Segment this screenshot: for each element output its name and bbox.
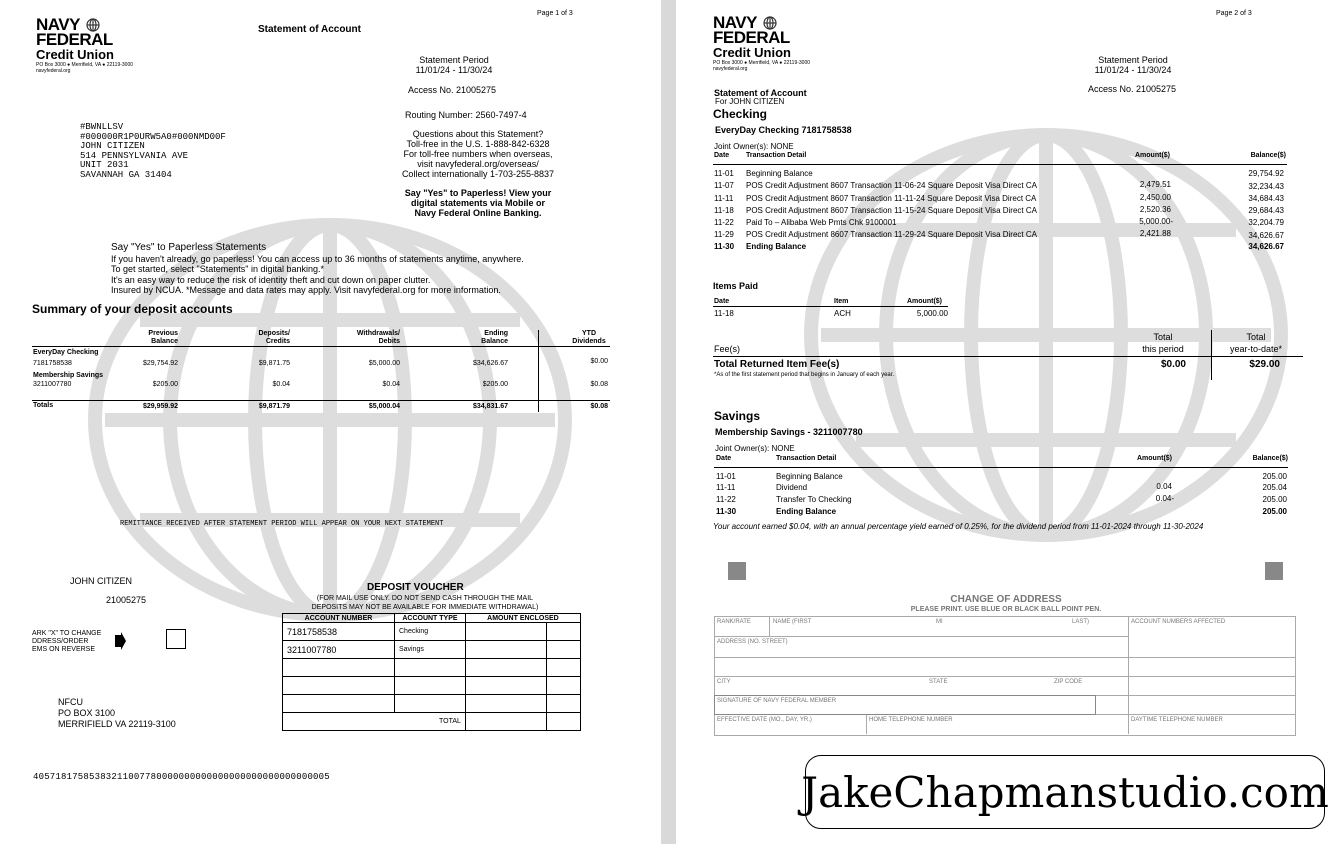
notice-line: It's an easy way to reduce the risk of identity theft and cut down on paper clutter. [111,274,431,285]
txn-amount: 2,479.51 [1139,180,1171,189]
txn-detail: POS Credit Adjustment 8607 Transaction 11-15-24 Square Deposit Visa Direct CA [746,206,1037,215]
coa-label-effective-date: EFFECTIVE DATE (MO., DAY, YR.) [717,717,812,723]
voucher-sub-line: DEPOSITS MAY NOT BE AVAILABLE FOR IMMEDIATE WITHDRAWAL) [311,604,539,611]
mail-line: SAVANNAH GA 31404 [80,169,172,180]
savings-header-balance: Balance($) [1252,455,1288,462]
voucher-row [283,641,581,659]
voucher-blank[interactable] [547,677,581,695]
coa-rule [714,636,1129,637]
period-value: 11/01/24 - 11/30/24 [1094,65,1172,75]
voucher-type: Checking [395,623,466,641]
txn-detail: POS Credit Adjustment 8607 Transaction 11-11-24 Square Deposit Visa Direct CA [746,194,1037,203]
voucher-total-cents[interactable] [547,713,581,731]
summary-title: Summary of your deposit accounts [32,302,233,316]
txn-amount: 5,000.00- [1139,217,1173,226]
voucher-blank[interactable] [395,695,466,713]
notice-line: Insured by NCUA. *Message and data rates may apply. Visit navyfederal.org for more information. [111,285,501,295]
txn-balance: 205.00 [1262,495,1287,504]
header-withdrawals: Withdrawals/ Debits [356,330,400,345]
coa-subtitle: PLEASE PRINT. USE BLUE OR BLACK BALL POINT PEN. [910,606,1102,613]
page-number: Page 1 of 3 [537,10,573,17]
txn-balance: 29,684.43 [1248,206,1284,215]
access-number: Access No. 21005275 [1088,84,1177,94]
voucher-blank[interactable] [283,659,395,677]
summary-end: $205.00 [482,381,508,388]
questions-line: For toll-free numbers when overseas, [403,149,553,159]
paperless-notice [111,243,524,296]
txn-amount: 0.04 [1156,482,1172,491]
fees-divider [1211,330,1212,380]
fees-row-label: Total Returned Item Fee(s) [714,359,840,370]
fees-col-line: Total [1246,332,1266,342]
deposit-voucher-table [282,613,581,731]
items-paid-date: 11-18 [714,309,734,318]
mail-line: UNIT 2031 [80,160,129,170]
txn-balance: 34,684.43 [1248,194,1284,203]
return-address-line: MERRIFIELD VA 22119-3100 [58,719,176,729]
txn-date: 11-18 [714,206,734,215]
arrow-right-icon [114,632,126,650]
coa-label-day-phone: DAYTIME TELEPHONE NUMBER [1131,717,1223,723]
txn-ending-balance: 205.00 [1262,507,1287,516]
promo-line: digital statements via Mobile or [410,198,546,208]
questions-line: Questions about this Statement? [412,129,544,139]
header-previous-balance: Previous Balance [148,330,178,345]
savings-header-amount: Amount($) [1137,455,1172,462]
coa-label-name: NAME (FIRST [773,619,812,625]
paperless-promo [378,188,578,218]
mailing-address [80,123,226,180]
period-label: Statement Period [419,55,489,65]
coa-label-mi: MI [936,619,943,625]
summary-prev: $29,754.92 [142,360,178,367]
period-label: Statement Period [1098,55,1168,65]
fees-col-line: this period [1142,344,1184,354]
registration-mark-icon [1265,562,1283,580]
voucher-sub-line: (FOR MAIL USE ONLY. DO NOT SEND CASH THROUGH THE MAIL [316,595,534,602]
questions-line: Collect internationally 1-703-255-8837 [401,169,555,179]
mail-line: 514 PENNSYLVANIA AVE [80,150,189,161]
fees-rule [713,356,1303,357]
coa-rule [1128,616,1129,734]
soa-for: For JOHN CITIZEN [715,97,785,106]
savings-section-title: Savings [714,409,761,423]
coa-label-signature: SIGNATURE OF NAVY FEDERAL MEMBER [717,698,837,704]
summary-dep: $0.04 [272,381,290,388]
mail-line: #000000R1P0URW5A0#000NMD00F [80,131,226,142]
txn-detail: Transfer To Checking [776,495,852,504]
statement-period [1083,55,1183,75]
savings-header-rule [714,467,1288,468]
txn-ending-balance: 34,626.67 [1248,242,1284,251]
globe-logo-icon [763,16,777,30]
fees-ytd: $29.00 [1249,359,1280,370]
voucher-blank[interactable] [283,677,395,695]
items-paid-header-item: Item [834,298,849,305]
summary-wd: $0.04 [382,381,400,388]
fees-col-ytd [1216,331,1296,355]
txn-detail: Dividend [776,483,808,492]
coa-label-accounts: ACCOUNT NUMBERS AFFECTED [1131,619,1226,625]
doc-title: Statement of Account [258,24,361,35]
summary-dep: $9,871.75 [258,360,290,367]
summary-totals-rule [32,400,610,401]
txn-balance: 32,204.79 [1248,218,1284,227]
totals-ytd: $0.08 [590,403,608,410]
fees-label: Fee(s) [714,344,741,354]
voucher-total-row [283,713,581,731]
fees-col-line: Total [1153,332,1173,342]
txn-ending-label: Ending Balance [746,242,807,251]
summary-account-name: EveryDay Checking [33,349,99,356]
items-paid-header-date: Date [714,298,730,305]
totals-prev: $29,959.92 [142,403,178,410]
header-ending-balance: Ending Balance [481,330,508,345]
txn-ending-label: Ending Balance [776,507,837,516]
globe-logo-icon [86,18,100,32]
txn-detail: POS Credit Adjustment 8607 Transaction 11-06-24 Square Deposit Visa Direct CA [746,181,1037,190]
voucher-blank[interactable] [465,659,546,677]
summary-account-number: 7181758538 [33,360,72,367]
return-address-line: NFCU [58,697,83,707]
voucher-blank[interactable] [465,677,546,695]
logo-line-2: FEDERAL [713,28,790,47]
checking-header-balance: Balance($) [1250,152,1286,159]
questions-block [378,129,578,179]
txn-amount: 2,450.00 [1139,193,1171,202]
txn-date: 11-22 [714,218,734,227]
routing-number: Routing Number: 2560-7497-4 [405,110,527,120]
totals-wd: $5,000.04 [368,403,400,410]
coa-label-last: LAST) [1072,619,1090,625]
remittance-note: REMITTANCE RECEIVED AFTER STATEMENT PERIOD WILL APPEAR ON YOUR NEXT STATEMENT [120,520,444,528]
logo-address: PO Box 3000 ● Merrifield, VA ● 22119-3000 [713,60,811,66]
logo-line-2: FEDERAL [36,30,113,49]
txn-detail: Paid To – Alibaba Web Pmts Chk 9100001 [746,218,897,227]
voucher-amount-field[interactable] [465,641,546,659]
voucher-member-name: JOHN CITIZEN [70,576,132,586]
voucher-header-type: ACCOUNT TYPE [395,614,466,623]
voucher-total-field[interactable] [465,713,546,731]
promo-line: Say "Yes" to Paperless! View your [404,188,552,198]
notice-line: To get started, select "Statements" in digital banking.* [111,264,325,274]
items-paid-rule [713,306,948,307]
navy-federal-logo [36,17,133,74]
checking-account-name: EveryDay Checking 7181758538 [715,125,852,135]
coa-label-city: CITY [717,679,731,685]
summary-wd: $5,000.00 [368,360,400,367]
totals-dep: $9,871.79 [258,403,290,410]
totals-label: Totals [33,402,54,409]
summary-prev: $205.00 [152,381,178,388]
txn-date: 11-29 [714,230,734,239]
statement-page-2 [676,0,1339,844]
txn-balance: 32,234.43 [1248,182,1284,191]
logo-line-3: Credit Union [713,45,791,60]
totals-end: $34,831.67 [472,403,508,410]
notice-line: If you haven't already, go paperless! You can access up to 36 months of statements anytime, anywhere. [111,253,524,264]
change-note-line: DDRESS/ORDER [32,638,89,645]
voucher-blank[interactable] [547,659,581,677]
summary-account-number: 3211007780 [33,381,72,388]
promo-line: Navy Federal Online Banking. [414,208,542,218]
coa-label-home-phone: HOME TELEPHONE NUMBER [869,717,953,723]
statement-page-1 [0,0,661,844]
summary-ytd: $0.00 [590,358,608,365]
voucher-account: 3211007780 [283,641,395,659]
txn-amount: 0.04- [1155,494,1174,503]
txn-balance: 29,754.92 [1248,169,1284,178]
coa-rule [714,657,1295,658]
voucher-blank[interactable] [395,659,466,677]
questions-line: Toll-free in the U.S. 1-888-842-6328 [406,139,550,149]
txn-detail: POS Credit Adjustment 8607 Transaction 11-29-24 Square Deposit Visa Direct CA [746,230,1037,239]
coa-label-zip: ZIP CODE [1054,679,1083,685]
summary-end: $34,626.67 [472,360,508,367]
voucher-header-account: ACCOUNT NUMBER [283,614,395,623]
navy-federal-logo [713,15,810,72]
questions-line: visit navyfederal.org/overseas/ [417,159,539,169]
soa-title: Statement of Account [714,88,807,98]
checking-header-amount: Amount($) [1135,152,1170,159]
items-paid-header-amount: Amount($) [907,298,942,305]
voucher-row [283,677,581,695]
header-deposits: Deposits/ Credits [258,330,290,345]
coa-label-state: STATE [929,679,948,685]
txn-date: 11-22 [716,495,736,504]
coa-label-rank: RANK/RATE [717,619,751,625]
txn-date: 11-07 [714,181,734,190]
summary-ytd: $0.08 [590,381,608,388]
fees-this-period: $0.00 [1160,359,1186,370]
txn-detail: Beginning Balance [776,472,843,481]
logo-address: PO Box 3000 ● Merrifield, VA ● 22119-3000 [36,62,134,68]
voucher-blank[interactable] [283,695,395,713]
change-address-checkbox[interactable] [166,629,186,649]
txn-date: 11-11 [714,194,734,203]
voucher-header-amount: AMOUNT ENCLOSED [465,614,580,623]
fees-col-line: year-to-date* [1229,344,1283,354]
voucher-blank[interactable] [465,695,546,713]
txn-balance: 34,626.67 [1248,231,1284,240]
voucher-row [283,695,581,713]
voucher-access-number: 21005275 [106,595,147,605]
txn-detail: Beginning Balance [746,169,813,178]
checking-section-title: Checking [713,107,768,121]
txn-amount: 2,421.88 [1139,229,1171,238]
voucher-row [283,659,581,677]
logo-website: navyfederal.org [36,68,71,74]
change-note-line: EMS ON REVERSE [32,646,96,653]
txn-balance: 205.04 [1262,483,1287,492]
voucher-title: DEPOSIT VOUCHER [367,582,464,593]
savings-account-name: Membership Savings - 3211007780 [715,427,863,437]
logo-line-1: NAVY [713,13,757,32]
voucher-account: 7181758538 [283,623,395,641]
savings-header-detail: Transaction Detail [776,455,837,462]
checking-header-rule [713,164,1287,165]
savings-joint-owner: Joint Owner(s): NONE [715,444,795,453]
studio-watermark: JakeChapmanstudio.com [805,755,1325,829]
micr-line: 40571817585383211007780000000000000000000000000000005 [33,772,330,782]
voucher-amount-field[interactable] [465,623,546,641]
summary-account-name: Membership Savings [33,372,104,379]
statement-period [404,55,504,75]
coa-rule [769,616,770,636]
coa-rule [714,676,1295,677]
mail-line: #BWNLLSV [80,122,124,132]
voucher-blank[interactable] [547,695,581,713]
txn-ending-date: 11-30 [714,242,735,251]
fees-col-this-period [1128,331,1198,355]
voucher-type: Savings [395,641,466,659]
txn-date: 11-01 [714,169,734,178]
coa-label-address: ADDRESS (NO. STREET) [717,639,788,645]
items-paid-amount: 5,000.00 [916,309,948,318]
checking-header-date: Date [714,152,730,159]
return-address [58,697,176,730]
voucher-blank[interactable] [395,677,466,695]
period-value: 11/01/24 - 11/30/24 [415,65,493,75]
return-address-line: PO BOX 3100 [58,708,116,718]
txn-balance: 205.00 [1262,472,1287,481]
voucher-cents-field[interactable] [547,623,581,641]
mail-line: JOHN CITIZEN [80,141,145,151]
txn-amount: 2,520.36 [1139,205,1171,214]
items-paid-item: ACH [834,309,851,318]
logo-website: navyfederal.org [713,66,748,72]
access-number: Access No. 21005275 [408,85,497,95]
txn-date: 11-01 [716,472,736,481]
voucher-total-label: TOTAL [283,713,466,731]
coa-title: CHANGE OF ADDRESS [950,594,1062,605]
page-number: Page 2 of 3 [1216,10,1252,17]
coa-rule [866,714,867,734]
header-ytd-dividends: YTD Dividends [572,330,606,345]
voucher-subtitle [290,594,560,612]
logo-line-3: Credit Union [36,47,114,62]
items-paid-title: Items Paid [713,281,759,291]
txn-ending-date: 11-30 [716,507,737,516]
voucher-row [283,623,581,641]
registration-mark-icon [728,562,746,580]
txn-date: 11-11 [716,483,736,492]
voucher-cents-field[interactable] [547,641,581,659]
logo-line-1: NAVY [36,15,80,34]
summary-header-rule [32,346,610,347]
checking-joint-owner: Joint Owner(s): NONE [714,142,794,151]
change-note-line: ARK "X" TO CHANGE [32,630,102,637]
notice-heading: Say "Yes" to Paperless Statements [111,242,267,253]
change-address-note [32,630,101,654]
fees-footnote: *As of the first statement period that begins in January of each year. [714,372,895,378]
dividend-note: Your account earned $0.04, with an annual percentage yield earned of 0.25%, for the dividend period from 11-01-2024 through 11-30-2024 [713,522,1204,531]
checking-header-detail: Transaction Detail [746,152,807,159]
savings-header-date: Date [716,455,732,462]
